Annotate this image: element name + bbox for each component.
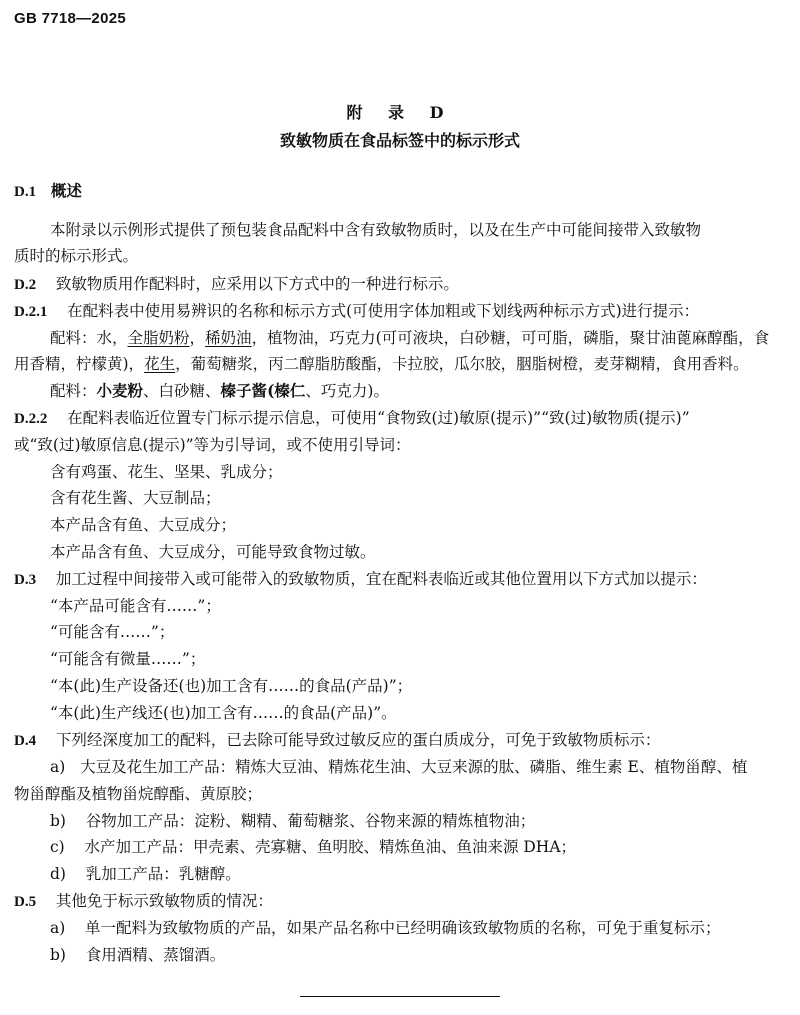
- section-text: 下列经深度加工的配料，已去除可能导致过敏反应的蛋白质成分，可免于致敏物质标示：: [55, 731, 661, 749]
- item-label: b): [50, 812, 66, 830]
- item-label: a): [50, 758, 66, 776]
- section-d2-2: [14, 408, 690, 429]
- section-number: D.2: [14, 277, 37, 293]
- item-label: d): [50, 865, 66, 883]
- bold-allergen: 小麦粉: [96, 381, 144, 400]
- list-item: “可能含有……”；: [50, 623, 175, 641]
- item-text: 乳加工产品：乳糖醇。: [85, 865, 241, 883]
- section-d1-heading: [14, 181, 82, 202]
- list-item: “可能含有微量……”；: [50, 650, 206, 668]
- item-text: 谷物加工产品：淀粉、糊精、葡萄糖浆、谷物来源的精炼植物油；: [85, 812, 536, 830]
- section-text: 其他免于标示致敏物质的情况：: [55, 892, 273, 910]
- list-item: “本(此)生产线还(也)加工含有……的食品(产品)”。: [50, 704, 397, 722]
- section-d3: [14, 569, 707, 590]
- paragraph-line: 物甾醇酯及植物甾烷醇酯、黄原胶；: [14, 785, 263, 803]
- list-item-a: [50, 918, 721, 938]
- section-text: 在配料表中使用易辨识的名称和标示方式(可使用字体加粗或下划线两种标示方式)进行提示：: [67, 302, 700, 320]
- text-run: ，植物油，巧克力(可可液块，白砂糖，可可脂，磷脂，聚甘油蓖麻醇酯，食: [251, 329, 770, 347]
- section-d2-1: [14, 301, 699, 322]
- text-run: ，葡萄糖浆，丙二醇脂肪酸酯，卡拉胶，瓜尔胶，胭脂树橙，麦芽糊精，食用香料。: [175, 355, 749, 373]
- underlined-allergen: 花生: [144, 355, 176, 373]
- item-text: 水产加工产品：甲壳素、壳寡糖、鱼明胶、精炼鱼油、鱼油来源 DHA；: [84, 838, 577, 856]
- list-item: “本(此)生产设备还(也)加工含有……的食品(产品)”；: [50, 677, 413, 695]
- section-number: D.5: [14, 894, 37, 910]
- text-run: ，: [189, 329, 206, 347]
- text-run: 配料：水，: [50, 329, 128, 347]
- section-title: 概述: [50, 181, 82, 200]
- bold-allergen: 榛子酱: [220, 381, 268, 400]
- underlined-allergen: 全脂奶粉: [127, 329, 190, 347]
- list-item: 本产品含有鱼、大豆成分，可能导致食物过敏。: [50, 543, 376, 561]
- text-run: 、白砂糖、: [143, 382, 221, 400]
- section-text: 加工过程中间接带入或可能带入的致敏物质，宜在配料表临近或其他位置用以下方式加以提示：: [55, 570, 707, 588]
- list-item-a: [50, 757, 747, 777]
- section-d4: [14, 730, 660, 751]
- list-item-b: [50, 811, 535, 831]
- section-number: D.2.2: [14, 411, 48, 427]
- item-label: c): [50, 838, 65, 856]
- list-item: 含有鸡蛋、花生、坚果、乳成分；: [50, 463, 283, 481]
- text-run: (: [267, 381, 275, 400]
- section-text: 在配料表临近位置专门标示提示信息，可使用“食物致(过)敏原(提示)”“致(过)敏物质(提示)”: [67, 409, 690, 427]
- list-item-b: [50, 945, 225, 965]
- section-number: D.1: [14, 184, 37, 200]
- example-ingredients-2: [50, 381, 389, 401]
- section-number: D.3: [14, 572, 37, 588]
- list-item-c: [50, 837, 576, 857]
- section-number: D.2.1: [14, 304, 48, 320]
- item-label: a): [50, 919, 66, 937]
- section-number: D.4: [14, 733, 37, 749]
- paragraph-line: 或“致(过)敏原信息(提示)”等为引导词，或不使用引导词：: [14, 436, 411, 454]
- paragraph-line: 质时的标示形式。: [14, 247, 139, 265]
- underlined-allergen: 稀奶油: [205, 329, 252, 347]
- document-id: GB 7718—2025: [14, 10, 127, 27]
- example-ingredients-1-cont: [14, 354, 749, 374]
- text-run: 配料：: [50, 382, 97, 400]
- appendix-title: 致敏物质在食品标签中的标示形式: [279, 131, 520, 150]
- list-item: 本产品含有鱼、大豆成分；: [50, 516, 237, 534]
- text-run: 用香精，柠檬黄)，: [14, 355, 145, 373]
- section-d5: [14, 891, 273, 912]
- end-rule: [300, 996, 500, 997]
- item-label: b): [50, 946, 66, 964]
- appendix-label: 附 录 D: [346, 103, 454, 122]
- example-ingredients-1: [50, 328, 769, 348]
- paragraph-line: 本附录以示例形式提供了预包装食品配料中含有致敏物质时，以及在生产中可能间接带入致敏物: [50, 221, 702, 239]
- section-text: 致敏物质用作配料时，应采用以下方式中的一种进行标示。: [55, 275, 459, 293]
- section-d2: [14, 274, 459, 295]
- list-item: 含有花生酱、大豆制品；: [50, 489, 221, 507]
- item-text: 食用酒精、蒸馏酒。: [85, 946, 226, 964]
- list-item-d: [50, 864, 241, 884]
- list-item: “本产品可能含有……”；: [50, 597, 221, 615]
- item-text: 单一配料为致敏物质的产品，如果产品名称中已经明确该致敏物质的名称，可免于重复标示；: [85, 919, 721, 937]
- text-run: 、巧克力)。: [305, 382, 389, 400]
- item-text: 大豆及花生加工产品：精炼大豆油、精炼花生油、大豆来源的肽、磷脂、维生素 E、植物甾醇、植: [80, 758, 748, 776]
- bold-allergen: 榛仁: [274, 381, 306, 400]
